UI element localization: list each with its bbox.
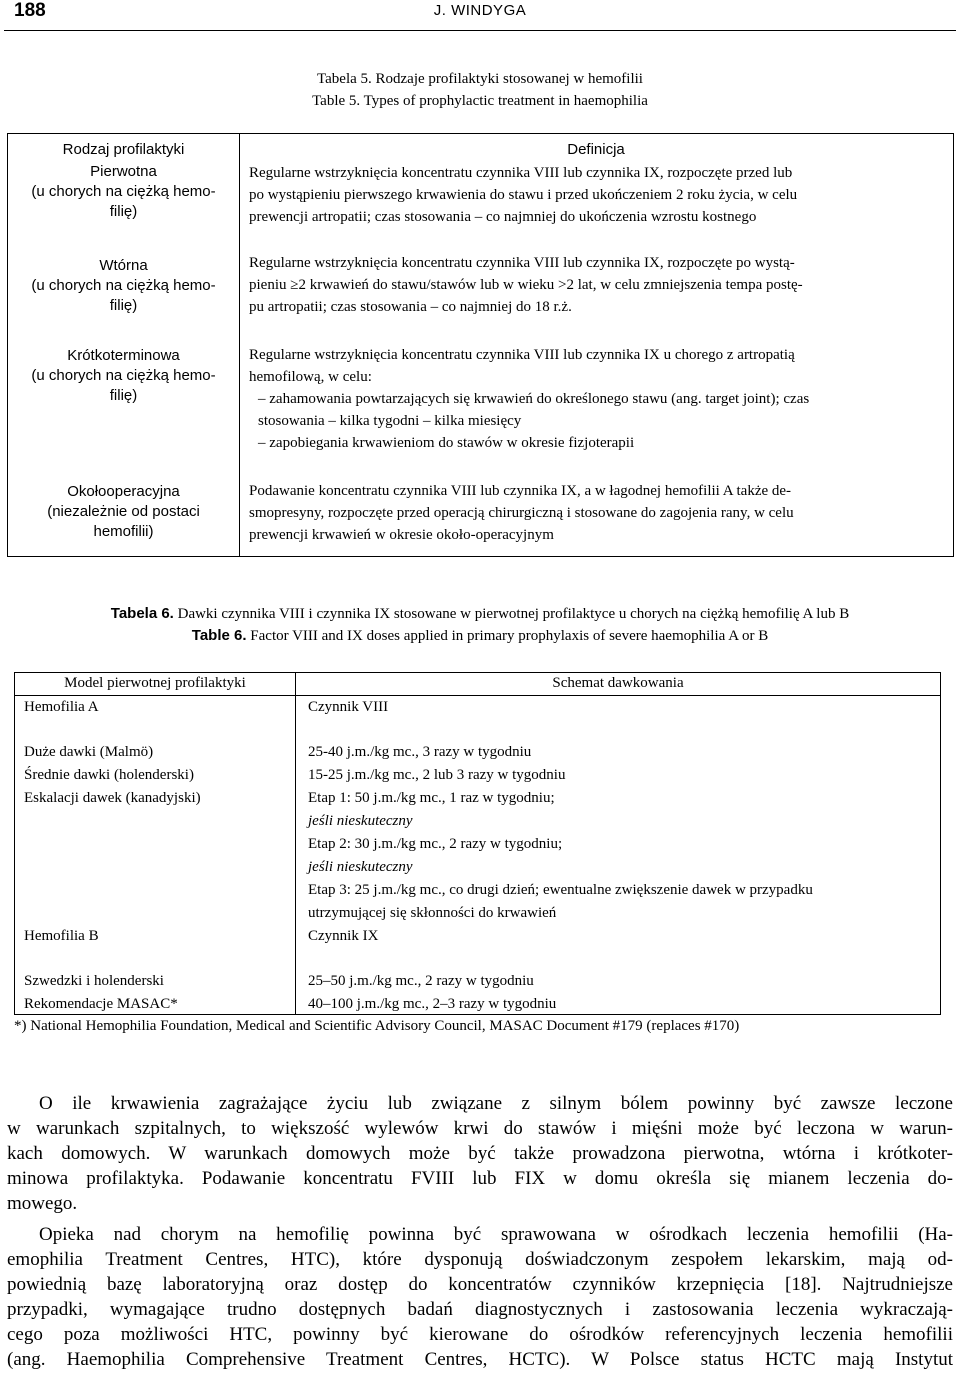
dose-line: 40–100 j.m./kg mc., 2–3 razy w tygodniu — [308, 996, 557, 1012]
table5-row-type — [8, 256, 239, 316]
table5 — [7, 133, 954, 557]
model-name: Rekomendacje MASAC* — [24, 996, 178, 1012]
definition-line: Regularne wstrzyknięcia koncentratu czynnika VIII lub czynnika IX, rozpoczęte po wystą- — [249, 255, 795, 271]
definition-line: smopresyny, rozpoczęte przed operacją chirurgiczną i stosowane do zagojenia rany, w celu — [249, 505, 794, 521]
table6-header-model: Model pierwotnej profilaktyki — [64, 675, 246, 691]
paragraph-line: w warunkach szpitalnych, to większość wylewów krwi do stawów i mięśni może być leczona w warun- — [7, 1118, 953, 1139]
definition-line: prewencji krwawień w okresie około-operacyjnym — [249, 527, 554, 543]
dose-line: utrzymującej się skłonności do krwawień — [308, 905, 557, 921]
table6-caption-pl — [0, 603, 960, 625]
dose-line: 25–50 j.m./kg mc., 2 razy w tygodniu — [308, 973, 534, 989]
body-paragraph-1 — [7, 1091, 953, 1216]
table5-row-definition — [249, 344, 941, 454]
type-line: (u chorych na ciężką hemo- — [31, 367, 216, 384]
table6-factor-ix: Czynnik IX — [308, 928, 379, 944]
dose-line: Etap 3: 25 j.m./kg mc., co drugi dzień; ewentualne zwiększenie dawek w przypadku — [308, 882, 813, 898]
table6-header-rule — [14, 695, 941, 696]
definition-line: stosowania – kilka tygodni – kilka miesięcy — [258, 413, 522, 429]
table6-hemophilia-b: Hemofilia B — [24, 928, 99, 944]
table6-models-b — [24, 970, 178, 1016]
dose-line: 15-25 j.m./kg mc., 2 lub 3 razy w tygodniu — [308, 767, 566, 783]
type-line: Wtórna — [99, 257, 148, 274]
table6-caption-en — [0, 625, 960, 647]
type-line: Pierwotna — [90, 163, 157, 180]
paragraph-line: O ile krwawienia zagrażające życiu lub związane z silnym bólem powinny być zawsze leczone — [39, 1093, 953, 1114]
table6-column-divider — [295, 672, 296, 1015]
paragraph-line: (ang. Haemophilia Comprehensive Treatment Centres, HCTC). W Polsce status HCTC mają Instytut — [7, 1349, 953, 1370]
table6-caption-en-text: Factor VIII and IX doses applied in primary prophylaxis of severe haemophilia A or B — [250, 628, 769, 644]
type-line: (u chorych na ciężką hemo- — [31, 277, 216, 294]
table6-models-a — [24, 741, 201, 810]
table5-row-definition — [249, 252, 941, 318]
definition-line: hemofilową, w celu: — [249, 369, 372, 385]
table6-left-border — [14, 672, 15, 1015]
definition-line: – zahamowania powtarzających się krwawień do określonego stawu (ang. target joint); czas — [258, 391, 810, 407]
page-number: 188 — [14, 0, 46, 21]
paragraph-line: Opieka nad chorym na hemofilię powinna być sprawowana w ośrodkach leczenia hemofilii (Ha- — [39, 1224, 953, 1245]
table6-header-schema: Schemat dawkowania — [552, 675, 684, 691]
definition-line: Podawanie koncentratu czynnika VIII lub czynnika IX, a w łagodnej hemofilii A także de- — [249, 483, 792, 499]
type-line: filię) — [109, 297, 138, 314]
dose-line: 25-40 j.m./kg mc., 3 razy w tygodniu — [308, 744, 532, 760]
type-line: hemofilii) — [93, 523, 154, 540]
table6-right-border — [940, 672, 941, 1015]
paragraph-line: powiednią bazę laboratoryjną oraz dostęp do koncentratów czynników krzepnięcia [18]. Najtrudniejsze — [7, 1274, 953, 1295]
paragraph-line: mowego. — [7, 1193, 78, 1214]
table6-factor-viii: Czynnik VIII — [308, 699, 389, 715]
paragraph-line: minowa profilaktyka. Podawanie koncentratu FVIII lub FIX w domu określa się mianem leczenia do- — [7, 1168, 953, 1189]
type-line: filię) — [109, 387, 138, 404]
definition-line: Regularne wstrzyknięcia koncentratu czynnika VIII lub czynnika IX, rozpoczęte przed lub — [249, 165, 793, 181]
table5-column-divider — [239, 134, 240, 556]
body-paragraph-2 — [7, 1222, 953, 1372]
definition-line: Regularne wstrzyknięcia koncentratu czynnika VIII lub czynnika IX u chorego z artropatią — [249, 347, 795, 363]
definition-line: – zapobiegania krwawieniom do stawów w okresie fizjoterapii — [258, 435, 635, 451]
type-line: (u chorych na ciężką hemo- — [31, 183, 216, 200]
dose-line-italic: jeśli nieskuteczny — [308, 813, 413, 829]
table6-doses-a — [308, 741, 813, 925]
table6-label-pl: Tabela 6. — [110, 605, 174, 622]
table5-row-type — [8, 162, 239, 222]
table5-caption-en: Table 5. Types of prophylactic treatment in haemophilia — [312, 93, 648, 109]
model-name: Średnie dawki (holenderski) — [24, 767, 194, 783]
model-name: Eskalacji dawek (kanadyjski) — [24, 790, 201, 806]
model-name: Duże dawki (Malmö) — [24, 744, 154, 760]
definition-line: po wystąpieniu pierwszego krwawienia do stawu i przed ukończeniem 2 roku życia, w celu — [249, 187, 798, 203]
type-line: filię) — [109, 203, 138, 220]
table5-row-type — [8, 346, 239, 406]
table5-header-definition: Definicja — [567, 141, 625, 158]
table6-hemophilia-a: Hemofilia A — [24, 699, 99, 715]
paragraph-line: cego poza możliwości HTC, powinny być kierowane do ośrodków referencyjnych leczenia hemofilii — [7, 1324, 953, 1345]
paragraph-line: kach domowych. W warunkach domowych może być także prowadzona pierwotna, wtórna i krótkoter- — [7, 1143, 953, 1164]
table5-row-type — [8, 482, 239, 542]
running-title: J. WINDYGA — [433, 2, 527, 19]
dose-line: Etap 1: 50 j.m./kg mc., 1 raz w tygodniu; — [308, 790, 555, 806]
table6-caption — [0, 603, 960, 647]
model-name: Szwedzki i holenderski — [24, 973, 164, 989]
definition-line: prewencji artropatii; czas stosowania – co najmniej do ukończenia wzrostu kostnego — [249, 209, 757, 225]
table6-footnote: *) National Hemophilia Foundation, Medical and Scientific Advisory Council, MASAC Document #179 (replaces #170) — [14, 1018, 740, 1034]
type-line: (niezależnie od postaci — [47, 503, 200, 520]
table5-row-definition — [249, 480, 941, 546]
table6-doses-b — [308, 970, 556, 1016]
type-line: Krótkoterminowa — [67, 347, 180, 364]
running-header — [4, 0, 956, 31]
paragraph-line: przypadki, wymagające trudno dostępnych badań diagnostycznych i zastosowania leczenia wykraczają- — [7, 1299, 953, 1320]
dose-line: Etap 2: 30 j.m./kg mc., 2 razy w tygodniu; — [308, 836, 563, 852]
table5-row-definition — [249, 162, 941, 228]
table5-caption — [0, 68, 960, 112]
definition-line: pieniu ≥2 krwawień do stawu/stawów lub w wieku >2 lat, w celu zmniejszenia tempa postę- — [249, 277, 803, 293]
table6-caption-pl-text: Dawki czynnika VIII i czynnika IX stosowane w pierwotnej profilaktyce u chorych na ciężką hemofilię A lub B — [177, 606, 850, 622]
table5-header-type: Rodzaj profilaktyki — [62, 141, 185, 158]
table6-label-en: Table 6. — [191, 627, 247, 644]
dose-line-italic: jeśli nieskuteczny — [308, 859, 413, 875]
type-line: Okołooperacyjna — [67, 483, 180, 500]
paragraph-line: emophilia Treatment Centres, HTC), które dysponują doświadczonym zespołem lekarskim, mają od- — [7, 1249, 953, 1270]
table5-caption-pl: Tabela 5. Rodzaje profilaktyki stosowanej w hemofilii — [317, 71, 643, 87]
definition-line: pu artropatii; czas stosowania – co najmniej do 18 r.ż. — [249, 299, 572, 315]
